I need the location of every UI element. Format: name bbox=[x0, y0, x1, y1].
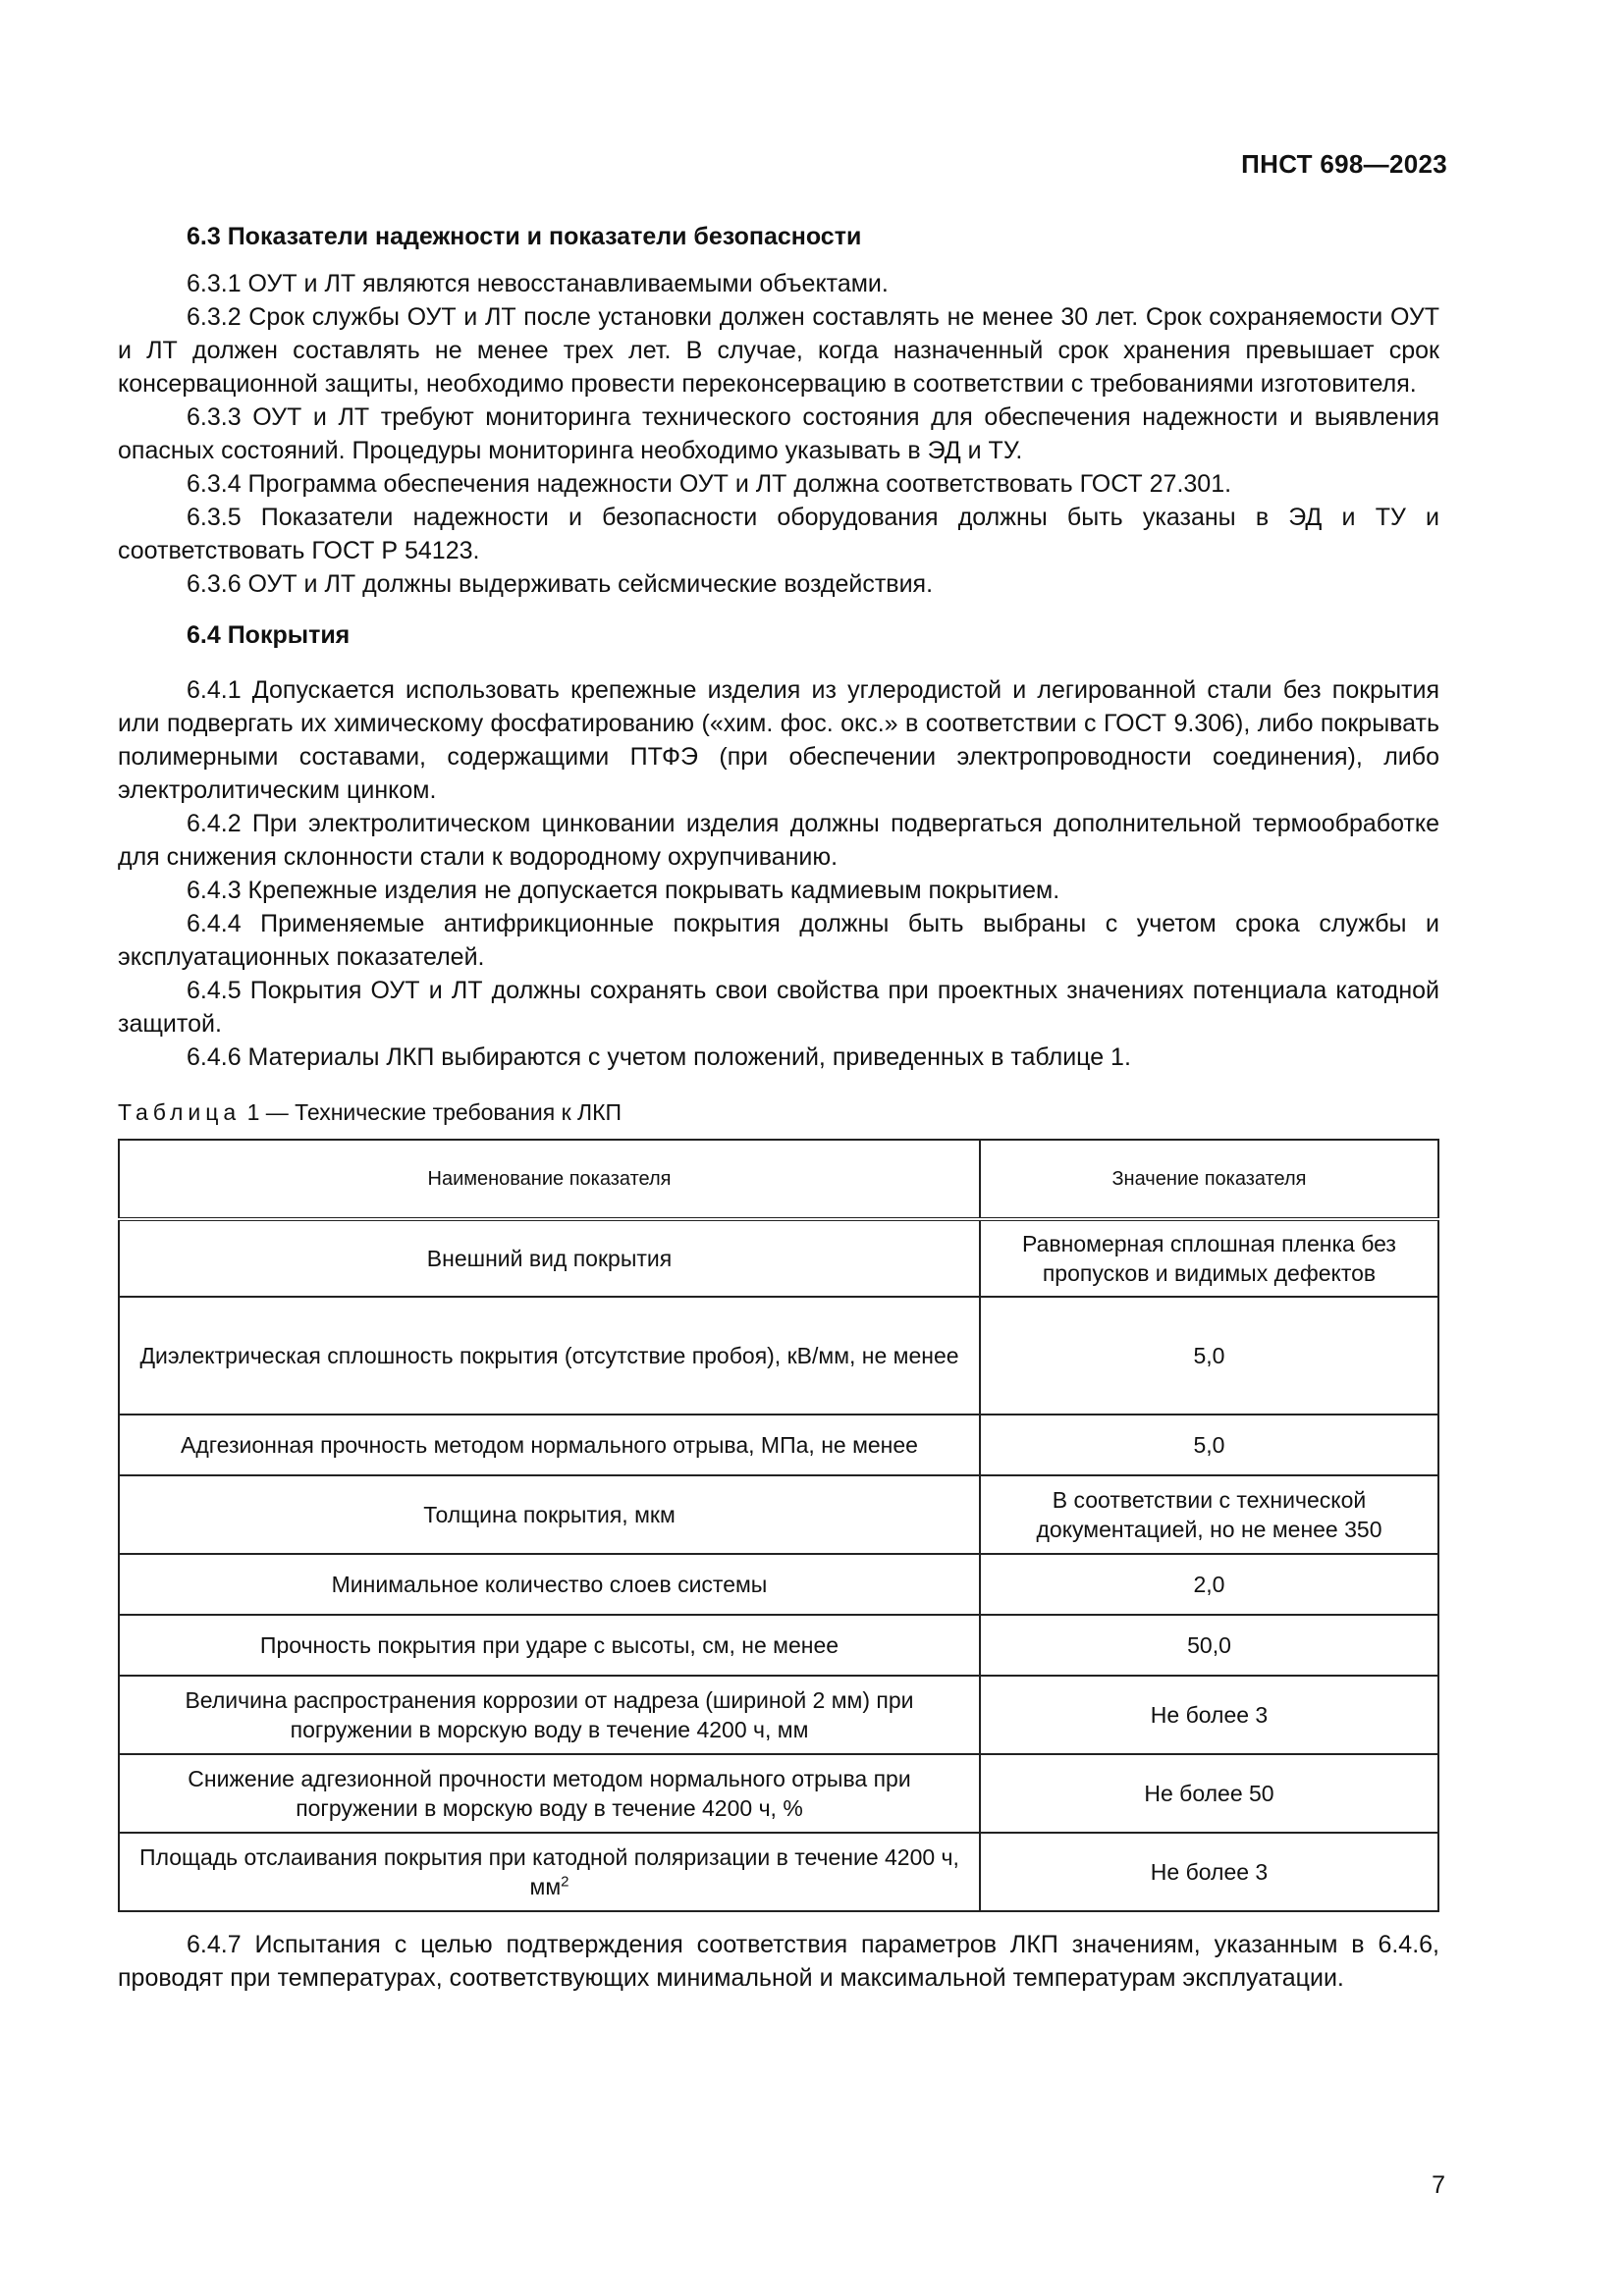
paragraph-6-4-3: 6.4.3 Крепежные изделия не допускается покрывать кадмиевым покрытием. bbox=[187, 877, 1060, 904]
section-heading-6-3: 6.3 Показатели надежности и показатели безопасности bbox=[187, 223, 862, 250]
row-value-cell: 2,0 bbox=[980, 1554, 1438, 1615]
superscript-exponent: 2 bbox=[561, 1873, 569, 1891]
row-name-cell: Минимальное количество слоев системы bbox=[119, 1554, 980, 1615]
paragraph-6-4-4: 6.4.4 Применяемые антифрикционные покрытия должны быть выбраны с учетом срока службы и эксплуатационных показателей. bbox=[118, 910, 1439, 971]
column-header-value: Значение показателя bbox=[980, 1140, 1438, 1219]
row-name-cell: Адгезионная прочность методом нормального отрыва, МПа, не менее bbox=[119, 1415, 980, 1475]
row-name-cell: Толщина покрытия, мкм bbox=[119, 1475, 980, 1554]
table-row bbox=[119, 1554, 1438, 1615]
row-value-cell: В соответствии с технической документацией, но не менее 350 bbox=[980, 1475, 1438, 1554]
row-name-cell: Снижение адгезионной прочности методом нормального отрыва при погружении в морскую воду в течение 4200 ч, % bbox=[119, 1754, 980, 1833]
row-name-cell bbox=[119, 1833, 980, 1911]
row-value-cell: Не более 3 bbox=[980, 1833, 1438, 1911]
paragraph-6-4-6: 6.4.6 Материалы ЛКП выбираются с учетом положений, приведенных в таблице 1. bbox=[187, 1043, 1131, 1071]
table-row bbox=[119, 1615, 1438, 1676]
row-value-cell: 5,0 bbox=[980, 1415, 1438, 1475]
paragraph-6-4-7: 6.4.7 Испытания с целью подтверждения соответствия параметров ЛКП значениям, указанным в 6.4.6, проводят при температурах, соответствующих минимальной и максимальной температурам эксплуатации. bbox=[118, 1931, 1439, 1992]
paragraph-6-3-3: 6.3.3 ОУТ и ЛТ требуют мониторинга технического состояния для обеспечения надежности и выявления опасных состояний. Процедуры мониторинга необходимо указывать в ЭД и ТУ. bbox=[118, 403, 1439, 464]
row-name-cell: Величина распространения коррозии от надреза (шириной 2 мм) при погружении в морскую воду в течение 4200 ч, мм bbox=[119, 1676, 980, 1754]
table-caption bbox=[118, 1095, 1439, 1129]
paragraph-6-4-5: 6.4.5 Покрытия ОУТ и ЛТ должны сохранять свои свойства при проектных значениях потенциала катодной защитой. bbox=[118, 977, 1439, 1038]
table-row bbox=[119, 1475, 1438, 1554]
paragraph-6-3-4: 6.3.4 Программа обеспечения надежности ОУТ и ЛТ должна соответствовать ГОСТ 27.301. bbox=[187, 470, 1232, 498]
row-name-cell: Внешний вид покрытия bbox=[119, 1219, 980, 1297]
table-row bbox=[119, 1754, 1438, 1833]
table-caption-text: 1 — Технические требования к ЛКП bbox=[246, 1099, 623, 1125]
page-number: 7 bbox=[1432, 2171, 1445, 2199]
page-content bbox=[118, 220, 1439, 1995]
table-row bbox=[119, 1219, 1438, 1297]
paragraph-6-4-1: 6.4.1 Допускается использовать крепежные изделия из углеродистой и легированной стали без покрытия или подвергать их химическому фосфатированию («хим. фос. окс.» в соответствии с ГОСТ 9.306), либо покрывать полимерными составами, содержащими ПТФЭ (при обеспечении электропроводности соединения), либо электролитическим цинком. bbox=[118, 676, 1439, 804]
table-header-row bbox=[119, 1140, 1438, 1219]
table-row bbox=[119, 1676, 1438, 1754]
paragraph-6-3-6: 6.3.6 ОУТ и ЛТ должны выдерживать сейсмические воздействия. bbox=[187, 570, 934, 598]
document-code: ПНСТ 698—2023 bbox=[1241, 149, 1447, 179]
paragraph-6-3-2: 6.3.2 Срок службы ОУТ и ЛТ после установки должен составлять не менее 30 лет. Срок сохраняемости ОУТ и ЛТ должен составлять не менее трех лет. В случае, когда назначенный срок хранения превышает срок консервационной защиты, необходимо провести переконсервацию в соответствии с требованиями изготовителя. bbox=[118, 303, 1439, 398]
paragraph-6-3-5: 6.3.5 Показатели надежности и безопасности оборудования должны быть указаны в ЭД и ТУ и соответствовать ГОСТ Р 54123. bbox=[118, 504, 1439, 564]
row-value-cell: Не более 3 bbox=[980, 1676, 1438, 1754]
row-name-cell: Прочность покрытия при ударе с высоты, см, не менее bbox=[119, 1615, 980, 1676]
table-row bbox=[119, 1833, 1438, 1911]
table-row bbox=[119, 1297, 1438, 1415]
row-value-cell: Не более 50 bbox=[980, 1754, 1438, 1833]
row-value-cell: 5,0 bbox=[980, 1297, 1438, 1415]
column-header-name: Наименование показателя bbox=[119, 1140, 980, 1219]
paragraph-6-4-2: 6.4.2 При электролитическом цинковании изделия должны подвергаться дополнительной термообработке для снижения склонности стали к водородному охрупчиванию. bbox=[118, 810, 1439, 871]
row-value-cell: Равномерная сплошная пленка без пропусков и видимых дефектов bbox=[980, 1219, 1438, 1297]
paragraph-6-3-1: 6.3.1 ОУТ и ЛТ являются невосстанавливаемыми объектами. bbox=[187, 270, 889, 297]
section-heading-6-4: 6.4 Покрытия bbox=[187, 621, 351, 649]
table-caption-word: Таблица bbox=[118, 1099, 242, 1125]
row-name-text: Площадь отслаивания покрытия при катодной поляризации в течение 4200 ч, мм bbox=[139, 1844, 959, 1899]
row-name-cell: Диэлектрическая сплошность покрытия (отсутствие пробоя), кВ/мм, не менее bbox=[119, 1297, 980, 1415]
table-row bbox=[119, 1415, 1438, 1475]
row-value-cell: 50,0 bbox=[980, 1615, 1438, 1676]
requirements-table bbox=[118, 1139, 1439, 1912]
